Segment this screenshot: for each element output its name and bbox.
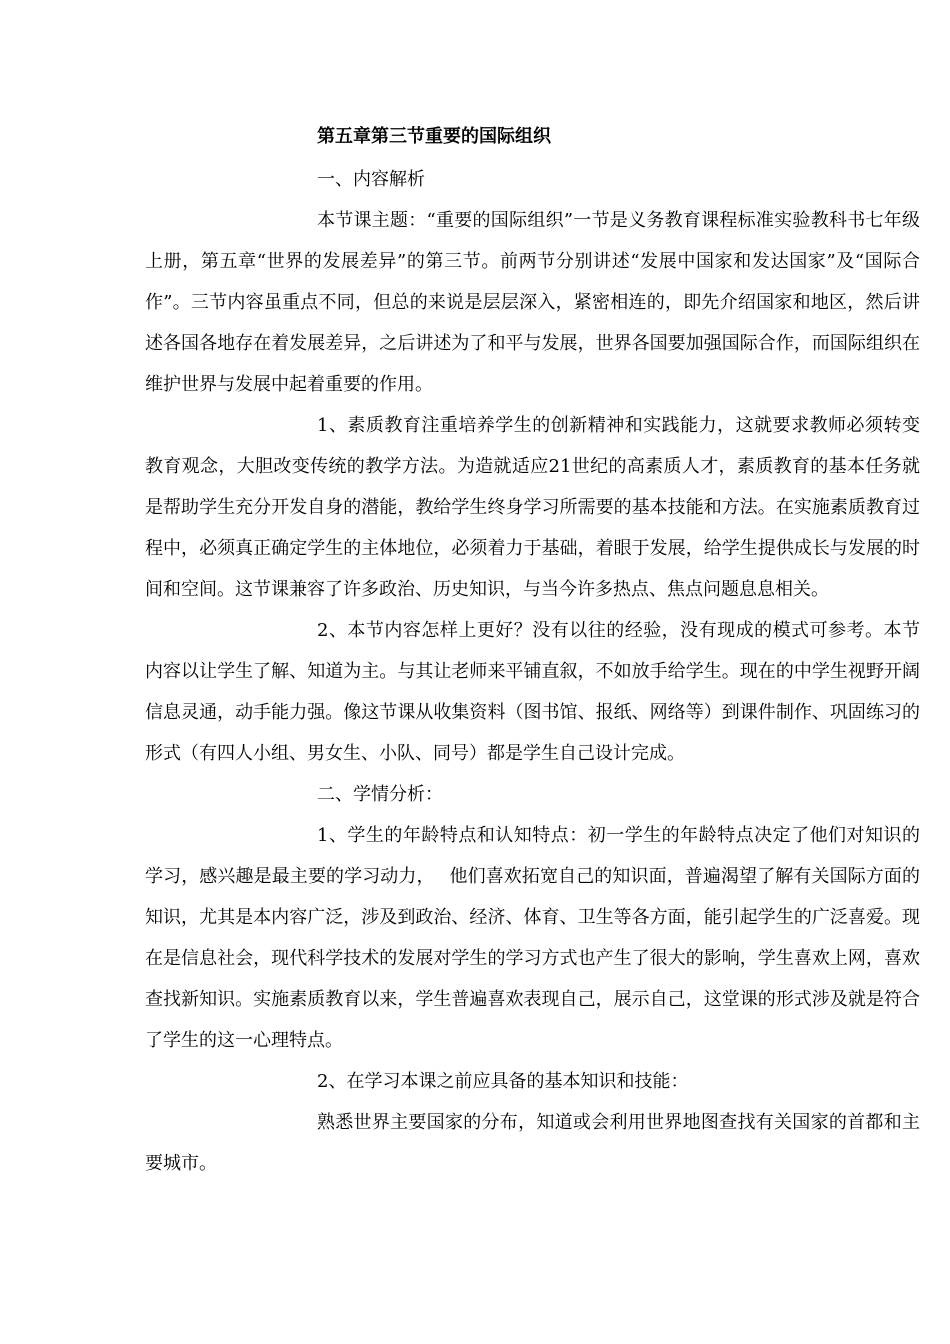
- document-page: [145, 115, 920, 1184]
- paragraph-point-2: 2、本节内容怎样上更好？没有以往的经验，没有现成的模式可参考。本节内容以让学生了解、知道为主。与其让老师来平铺直叙，不如放手给学生。现在的中学生视野开阔信息灵通，动手能力强。像这节课从收集资料（图书馆、报纸、网络等）到课件制作、巩固练习的形式（有四人小组、男女生、小队、同号）都是学生自己设计完成。: [145, 620, 920, 764]
- paragraph-point-1: 1、素质教育注重培养学生的创新精神和实践能力，这就要求教师必须转变教育观念，大胆改变传统的教学方法。为造就适应21世纪的高素质人才，素质教育的基本任务就是帮助学生充分开发自身的潜能，教给学生终身学习所需要的基本技能和方法。在实施素质教育过程中，必须真正确定学生的主体地位，必须着力于基础，着眼于发展，给学生提供成长与发展的时间和空间。这节课兼容了许多政治、历史知识，与当今许多热点、焦点问题息息相关。: [145, 415, 920, 600]
- paragraph-learner-1: 1、学生的年龄特点和认知特点：初一学生的年龄特点决定了他们对知识的学习，感兴趣是最主要的学习动力， 他们喜欢拓宽自己的知识面，普遍渴望了解有关国际方面的知识，尤其是本内容广泛，涉及到政治、经济、体育、卫生等各方面，能引起学生的广泛喜爱。现在是信息社会，现代科学技术的发展对学生的学习方式也产生了很大的影响，学生喜欢上网，喜欢查找新知识。实施素质教育以来，学生普遍喜欢表现自己，展示自己，这堂课的形式涉及就是符合了学生的这一心理特点。: [145, 825, 920, 1051]
- section-heading-content-analysis: 一、内容解析: [317, 169, 425, 190]
- paragraph-learner-2-detail: 熟悉世界主要国家的分布，知道或会利用世界地图查找有关国家的首都和主要城市。: [145, 1112, 920, 1174]
- paragraph-learner-2: 2、在学习本课之前应具备的基本知识和技能：: [317, 1071, 689, 1092]
- section-heading-learner-analysis: 二、学情分析：: [317, 784, 443, 805]
- document-title: 第五章第三节重要的国际组织: [317, 126, 551, 147]
- paragraph-intro: 本节课主题：“重要的国际组织”一节是义务教育课程标准实验教科书七年级上册，第五章“世界的发展差异”的第三节。前两节分别讲述“发展中国家和发达国家”及“国际合作”。三节内容虽重点不同，但总的来说是层层深入，紧密相连的，即先介绍国家和地区，然后讲述各国各地存在着发展差异，之后讲述为了和平与发展，世界各国要加强国际合作，而国际组织在维护世界与发展中起着重要的作用。: [145, 210, 920, 395]
